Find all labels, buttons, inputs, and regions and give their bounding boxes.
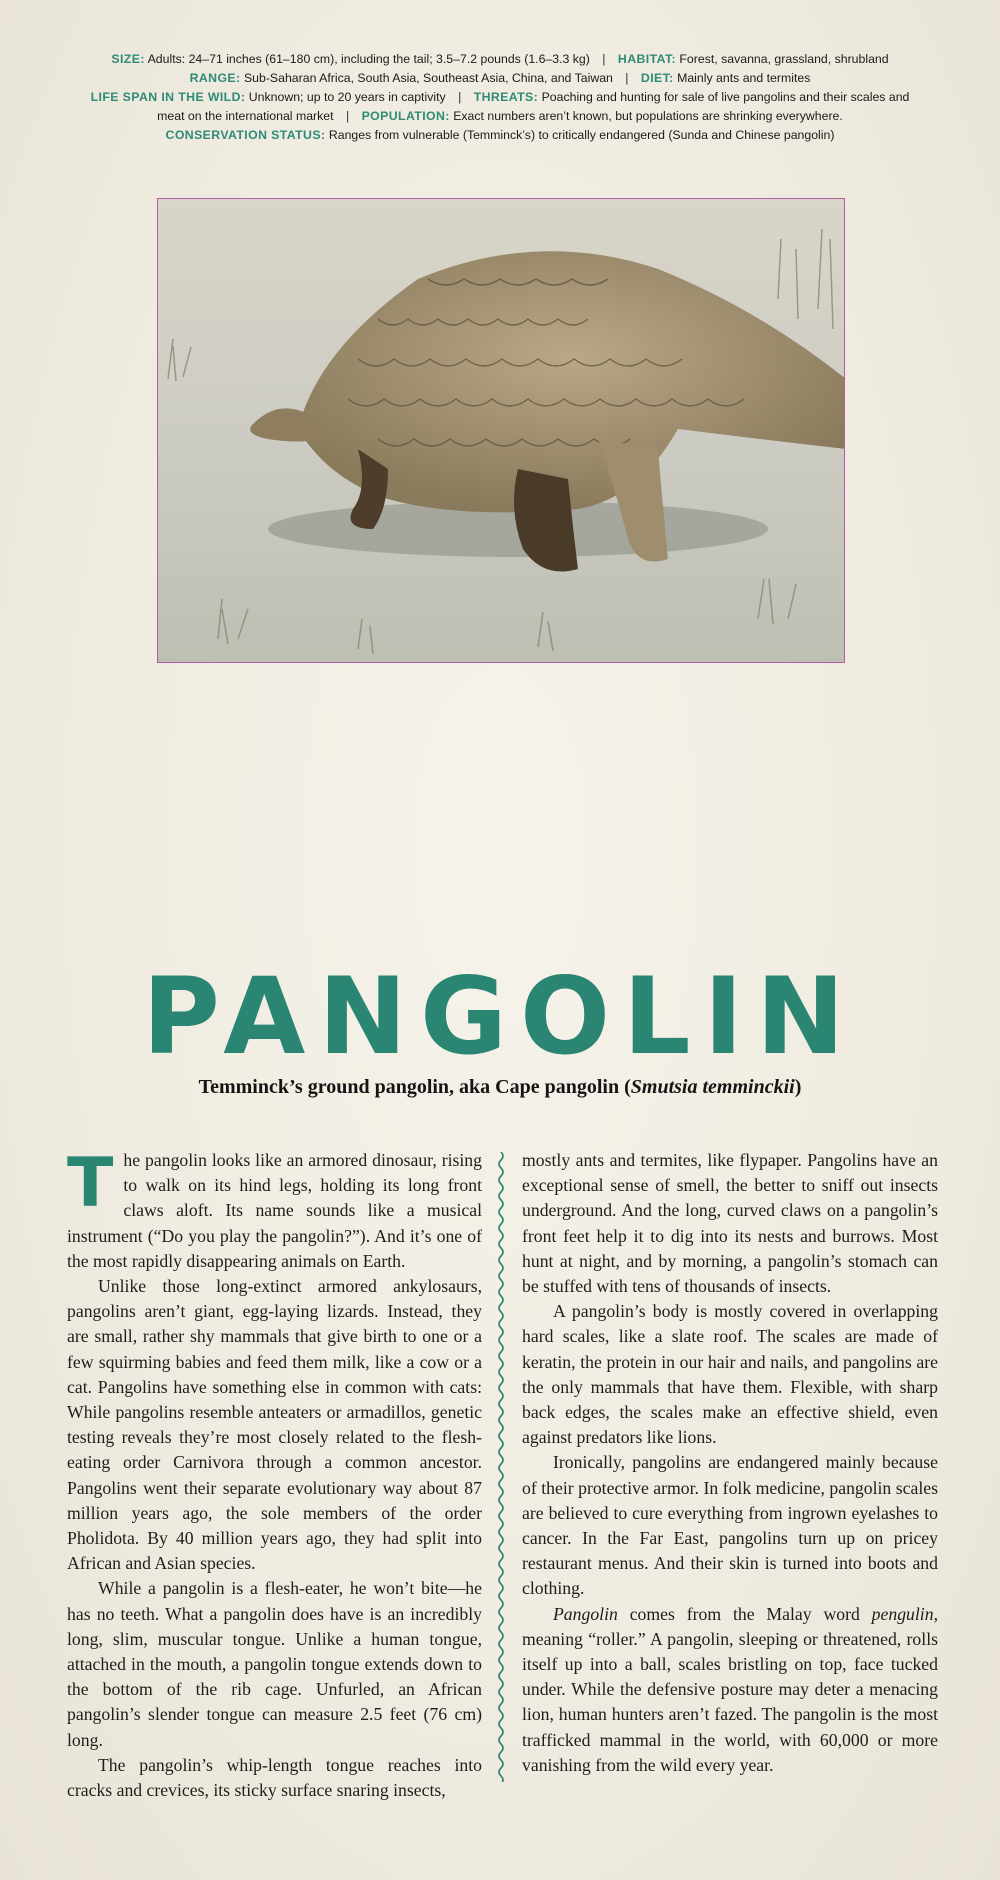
paragraph: The pangolin’s whip-length tongue reaches into cracks and crevices, its sticky surface snaring insects,: [67, 1754, 482, 1801]
pangolin-illustration: [158, 199, 845, 663]
fact-line-2: [60, 69, 940, 88]
subtitle-close: ): [794, 1076, 802, 1098]
fact-line-1: [60, 50, 940, 69]
paragraph-text: comes from the Malay word: [617, 1603, 872, 1624]
paragraph-text: , meaning “roller.” A pangolin, sleeping or threatened, rolls itself up into a ball, scales bristling on top, face tucked under. While the defensive posture may deter a menacing lion, human hunters aren’t fazed. The pangolin is the most trafficked mammal in the world, with 60,000 or more vanishing from the wild every year.: [522, 1603, 938, 1775]
fact-line-5: [60, 126, 940, 145]
italic-word: pengulin: [871, 1603, 934, 1624]
paragraph: [67, 1144, 482, 1274]
fact-value-threats: Poaching and hunting for sale of live pangolins and their scales and: [541, 90, 910, 104]
fact-label-habitat: HABITAT:: [617, 52, 676, 66]
paragraph: Ironically, pangolins are endangered mainly because of their protective armor. In folk medicine, pangolin scales are believed to cure everything from ingrown eyelashes to cancer. In the Far East, pangolins turn up on pricey restaurant menus. And their skin is turned into boots and clothing.: [522, 1452, 938, 1599]
common-name: Temminck’s ground pangolin, aka Cape pangolin (: [198, 1076, 631, 1098]
paragraph: mostly ants and termites, like flypaper. Pangolins have an exceptional sense of smell, the better to sniff out insects underground. And the long, curved claws on a pangolin’s front feet help it to dig into its nests and burrows. Most hunt at night, and by morning, a pangolin’s stomach can be stuffed with tens of thousands of insects.: [522, 1150, 938, 1297]
fact-value-habitat: Forest, savanna, grassland, shrubland: [679, 52, 889, 66]
species-subtitle: [0, 1076, 1000, 1099]
italic-word: Pangolin: [553, 1603, 618, 1624]
fact-line-3: [60, 88, 940, 107]
fact-value-threats-cont: meat on the international market: [157, 109, 334, 123]
fact-separator: |: [625, 71, 629, 85]
fact-label-threats: THREATS:: [473, 90, 539, 104]
fact-label-range: RANGE:: [189, 71, 241, 85]
fact-separator: |: [602, 52, 606, 66]
fact-separator: |: [458, 90, 462, 104]
paragraph-text: he pangolin looks like an armored dinosaur, rising to walk on its hind legs, holding its long front claws aloft. Its name sounds like a musical instrument (“Do you play the pangolin?”). And it’s one of the most rapidly disappearing animals on Earth.: [67, 1150, 482, 1271]
fact-label-conservation: CONSERVATION STATUS:: [165, 128, 326, 142]
fact-value-population: Exact numbers aren’t known, but populations are shrinking everywhere.: [453, 109, 843, 123]
paragraph: Unlike those long-extinct armored ankylosaurs, pangolins aren’t giant, egg-laying lizards. Instead, they are small, rather shy mammals that give birth to one or a few squirming babies and feed them milk, like a cow or a cat. Pangolins have something else in common with cats: While pangolins resemble anteaters or armadillos, genetic testing reveals they’re most closely related to the flesh-eating order Carnivora through a common ancestor. Pangolins went their separate evolutionary way about 87 million years ago, the sole members of the order Pholidota. By 40 million years ago, they had split into African and Asian species.: [67, 1276, 482, 1574]
scientific-name: Smutsia temminckii: [630, 1076, 795, 1098]
drop-cap: T: [67, 1144, 114, 1223]
fact-label-size: SIZE:: [111, 52, 145, 66]
fact-value-life-span: Unknown; up to 20 years in captivity: [248, 90, 446, 104]
fact-label-population: POPULATION:: [361, 109, 450, 123]
fact-line-4: [60, 107, 940, 126]
fact-sheet: [60, 50, 940, 145]
article-column-right: [522, 1148, 938, 1778]
pangolin-photo: [157, 198, 845, 663]
fact-label-diet: DIET:: [640, 71, 674, 85]
paragraph: [522, 1602, 938, 1778]
fact-value-diet: Mainly ants and termites: [677, 71, 811, 85]
fact-value-range: Sub-Saharan Africa, South Asia, Southeast Asia, China, and Taiwan: [243, 71, 613, 85]
page-title: PANGOLIN: [142, 955, 858, 1078]
paragraph: A pangolin’s body is mostly covered in overlapping hard scales, like a slate roof. The scales are made of keratin, the protein in our hair and nails, and pangolins are the only mammals that have them. Flexible, with sharp back edges, the scales make an effective shield, even against predators like lions.: [522, 1301, 938, 1448]
fact-separator: |: [345, 109, 350, 123]
article-column-left: [67, 1144, 482, 1803]
fact-label-life-span: LIFE SPAN IN THE WILD:: [90, 90, 246, 104]
paragraph: While a pangolin is a flesh-eater, he won’t bite—he has no teeth. What a pangolin does have is an incredibly long, slim, muscular tongue. Unlike a human tongue, attached in the mouth, a pangolin tongue extends down to the bottom of the rib cage. Unfurled, an African pangolin’s slender tongue can measure 2.5 feet (76 cm) long.: [67, 1578, 482, 1750]
fact-value-conservation: Ranges from vulnerable (Temminck’s) to critically endangered (Sunda and Chinese pangolin): [328, 128, 835, 142]
fact-value-size: Adults: 24–71 inches (61–180 cm), including the tail; 3.5–7.2 pounds (1.6–3.3 kg): [147, 52, 590, 66]
column-divider: [494, 1152, 508, 1782]
